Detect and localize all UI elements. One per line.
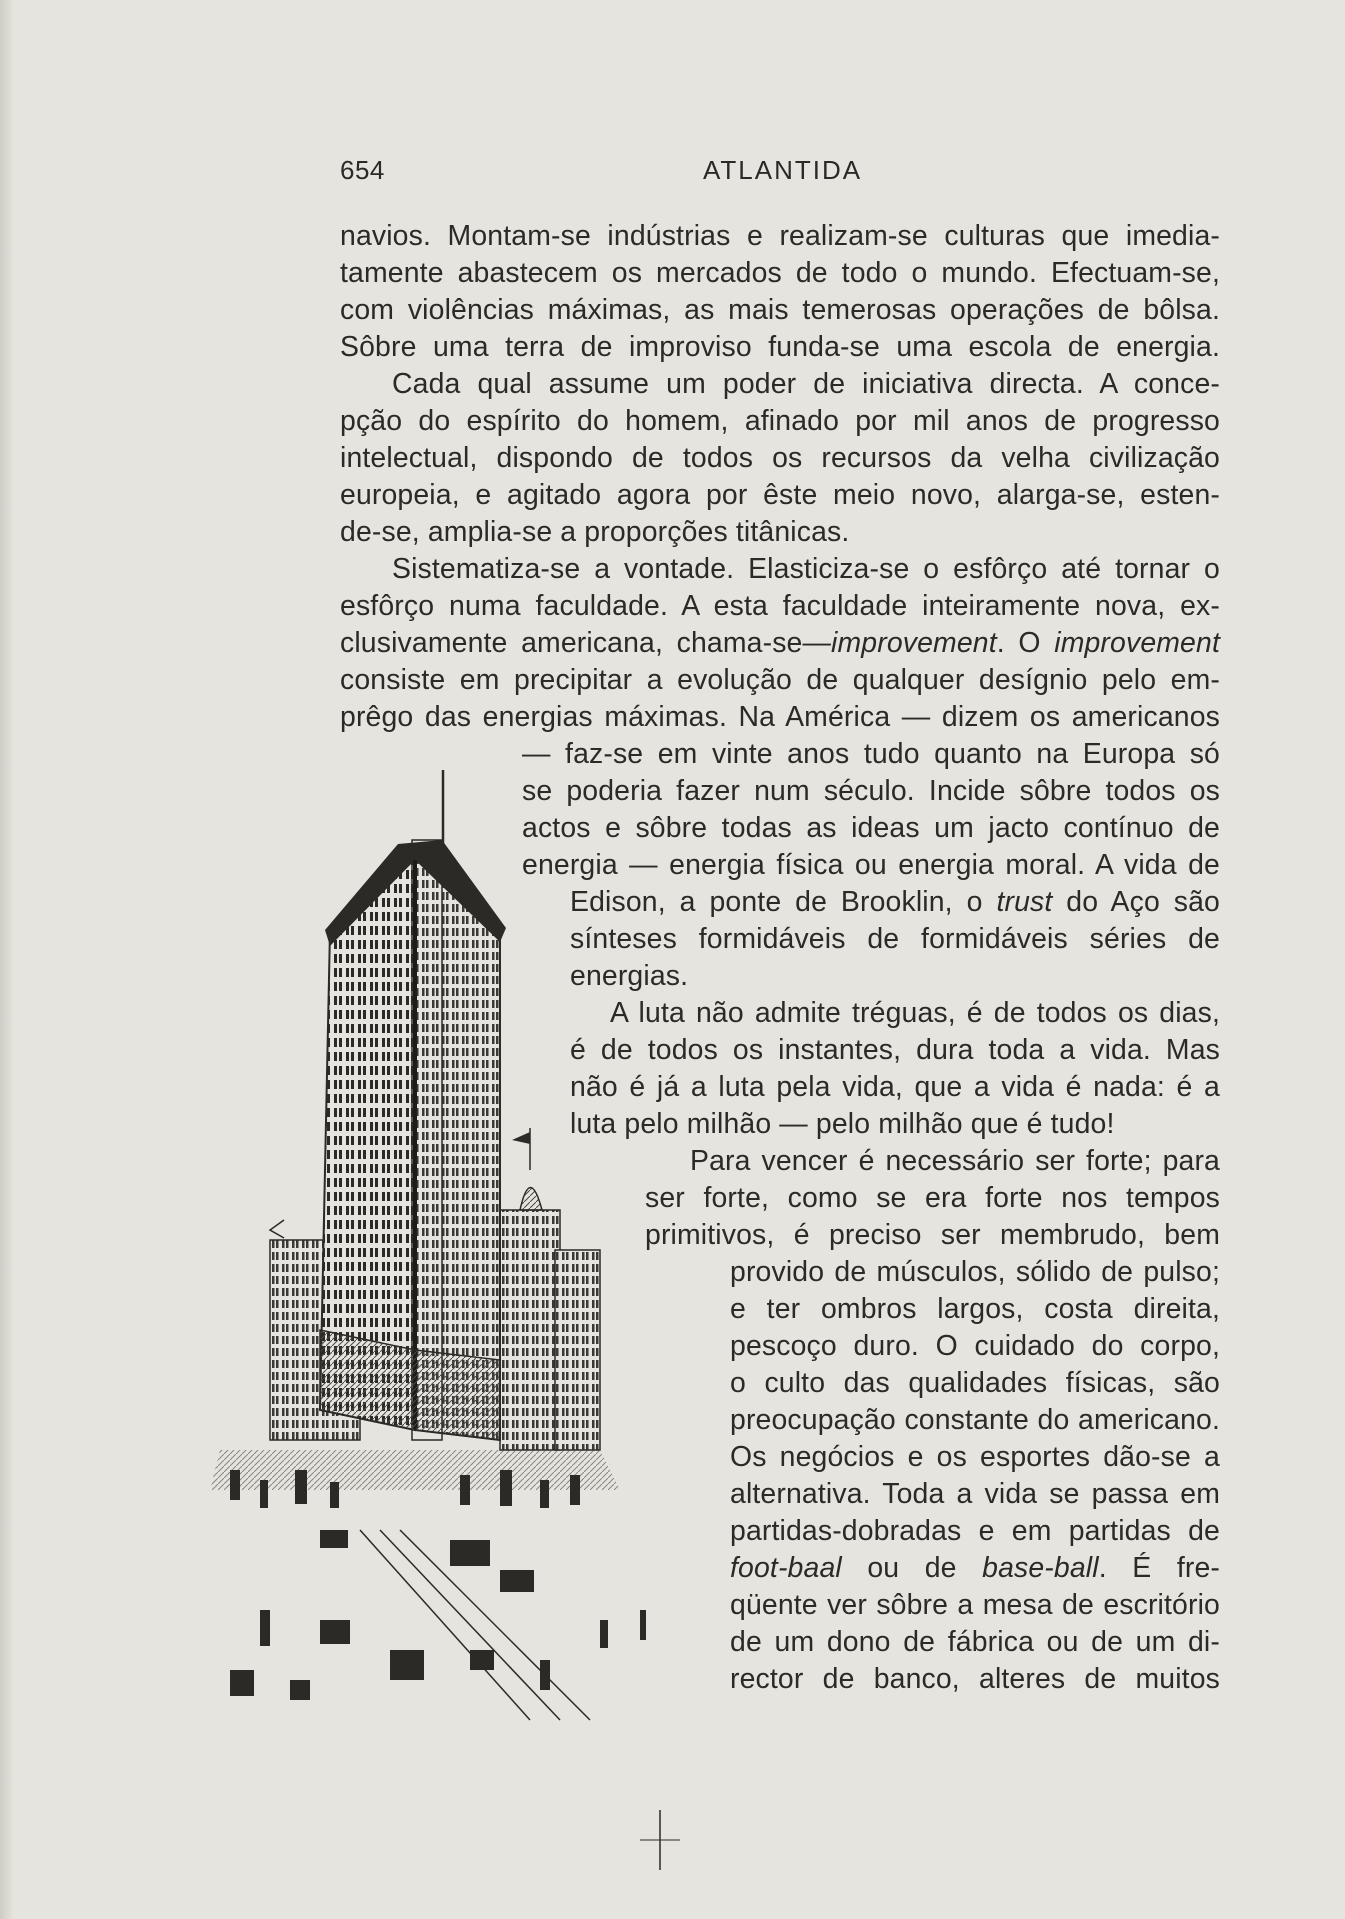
text-line xyxy=(730,1550,1220,1586)
text-run: clusivamente americana, chama-se— xyxy=(340,627,832,659)
text-line: — faz-se em vinte anos tudo quanto na Europa só xyxy=(522,738,1220,770)
text-run: do Aço são xyxy=(1052,886,1220,918)
text-line: Sistematiza-se a vontade. Elasticiza-se o esfôrço até tornar o xyxy=(392,553,1220,585)
italic-term: trust xyxy=(996,886,1053,918)
text-line: preocupação constante do americano. xyxy=(730,1404,1220,1436)
text-line: energias. xyxy=(570,960,689,992)
text-line: luta pelo milhão — pelo milhão que é tudo! xyxy=(570,1108,1115,1140)
text-line: Os negócios e os esportes dão-se a xyxy=(730,1441,1220,1473)
text-line: se poderia fazer num século. Incide sôbre todos os xyxy=(522,775,1220,807)
text-line: primitivos, é preciso ser membrudo, bem xyxy=(645,1219,1220,1251)
text-run: . O xyxy=(996,627,1055,659)
text-run: ou de xyxy=(841,1552,983,1584)
text-line: A luta não admite tréguas, é de todos os dias, xyxy=(610,997,1220,1029)
text-line: partidas-dobradas e em partidas de xyxy=(730,1515,1220,1547)
text-line xyxy=(340,625,1220,661)
italic-term: improvement xyxy=(831,627,997,659)
text-line: tamente abastecem os mercados de todo o mundo. Efectuam-se, xyxy=(340,257,1220,289)
text-line: de-se, amplia-se a proporções titânicas. xyxy=(340,516,850,548)
text-line: não é já a luta pela vida, que a vida é nada: é a xyxy=(570,1071,1220,1103)
page-edge-shadow xyxy=(0,0,14,1919)
text-line: Cada qual assume um poder de iniciativa directa. A conce- xyxy=(392,368,1220,400)
text-run: . É fre- xyxy=(1098,1552,1221,1584)
text-line: alternativa. Toda a vida se passa em xyxy=(730,1478,1220,1510)
italic-term: foot-baal xyxy=(730,1552,842,1584)
text-line: europeia, e agitado agora por êste meio novo, alarga-se, esten- xyxy=(340,479,1220,511)
text-line: o culto das qualidades físicas, são xyxy=(730,1367,1220,1399)
text-line: Para vencer é necessário ser forte; para xyxy=(690,1145,1220,1177)
flatiron-building-illustration xyxy=(200,770,740,1890)
text-line: sínteses formidáveis de formidáveis séries de xyxy=(570,923,1220,955)
text-line: actos e sôbre todas as ideas um jacto contínuo de xyxy=(522,812,1220,844)
italic-term: improvement xyxy=(1054,627,1220,659)
text-line: prêgo das energias máximas. Na América — dizem os americanos xyxy=(340,701,1220,733)
text-line: provido de músculos, sólido de pulso; xyxy=(730,1256,1220,1288)
text-run: Edison, a ponte de Brooklin, o xyxy=(570,886,997,918)
text-line: pescoço duro. O cuidado do corpo, xyxy=(730,1330,1220,1362)
italic-term: base-ball xyxy=(982,1552,1099,1584)
text-line: esfôrço numa faculdade. A esta faculdade inteiramente nova, ex- xyxy=(340,590,1220,622)
text-line: é de todos os instantes, dura toda a vida. Mas xyxy=(570,1034,1220,1066)
text-line: pção do espírito do homem, afinado por mil anos de progresso xyxy=(340,405,1220,437)
running-header xyxy=(0,155,1345,195)
text-line: navios. Montam-se indústrias e realizam-se culturas que imedia- xyxy=(340,220,1220,252)
text-line: de um dono de fábrica ou de um di- xyxy=(730,1626,1220,1658)
text-line: Sôbre uma terra de improviso funda-se uma escola de energia. xyxy=(340,331,1220,363)
text-line: ser forte, como se era forte nos tempos xyxy=(645,1182,1220,1214)
page-number: 654 xyxy=(340,155,385,185)
text-line: intelectual, dispondo de todos os recursos da velha civilização xyxy=(340,442,1220,474)
text-line: com violências máximas, as mais temerosas operações de bôlsa. xyxy=(340,294,1220,326)
text-line: e ter ombros largos, costa direita, xyxy=(730,1293,1220,1325)
text-line: rector de banco, alteres de muitos xyxy=(730,1663,1220,1695)
text-line: consiste em precipitar a evolução de qualquer desígnio pelo em- xyxy=(340,664,1220,696)
text-line: energia — energia física ou energia moral. A vida de xyxy=(522,849,1220,881)
running-title: ATLANTIDA xyxy=(703,155,863,185)
text-line: qüente ver sôbre a mesa de escritório xyxy=(730,1589,1220,1621)
